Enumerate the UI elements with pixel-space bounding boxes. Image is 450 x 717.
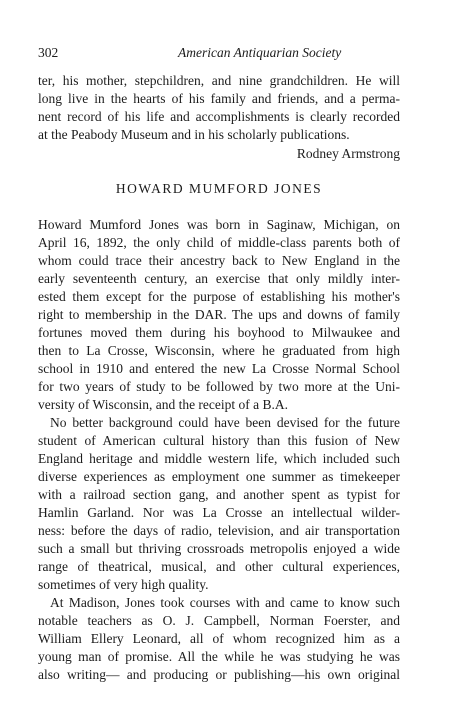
text-line: ness: before the days of radio, television, and air transportation bbox=[38, 523, 400, 538]
text-line: school in 1910 and entered the new La Crosse Normal School bbox=[38, 361, 400, 376]
text-line: young man of promise. All the while he was studying he was bbox=[38, 649, 400, 664]
text-line: early seventeenth century, an exercise that only mildly inter- bbox=[38, 271, 400, 286]
text-line: April 16, 1892, the only child of middle-class parents both of bbox=[38, 235, 400, 250]
text-line: England heritage and middle western life, which included such bbox=[38, 451, 400, 466]
text-line: versity of Wisconsin, and the receipt of a B.A. bbox=[38, 397, 289, 412]
text-line: also writing— and producing or publishing—his own original bbox=[38, 667, 400, 682]
text-line: for two years of study to be followed by two more at the Uni- bbox=[38, 379, 400, 394]
text-line: ter, his mother, stepchildren, and nine grandchildren. He will bbox=[38, 73, 400, 88]
text-line: nent record of his life and accomplishments is clearly recorded bbox=[38, 109, 400, 124]
text-line: No better background could have been devised for the future bbox=[50, 415, 400, 430]
text-line: diverse experiences as employment one summer as timekeeper bbox=[38, 469, 400, 484]
text-line: long live in the hearts of his family and friends, and a perma- bbox=[38, 91, 400, 106]
text-line: with a railroad section gang, and another spent as typist for bbox=[38, 487, 400, 502]
text-line: Howard Mumford Jones was born in Saginaw, Michigan, on bbox=[38, 217, 400, 232]
text-line: such a small but thriving crossroads metropolis enjoyed a wide bbox=[38, 541, 400, 556]
memorial-heading: HOWARD MUMFORD JONES bbox=[115, 181, 323, 196]
text-line: Hamlin Garland. Nor was La Crosse an intellectual wilder- bbox=[38, 505, 400, 520]
text-line: William Ellery Leonard, all of whom recognized him as a bbox=[38, 631, 400, 646]
text-line: whom could trace their ancestry back to New England in the bbox=[38, 253, 400, 268]
text-line: right to membership in the DAR. The ups and downs of family bbox=[38, 307, 400, 322]
text-line: student of American cultural history than this fusion of New bbox=[38, 433, 400, 448]
text-line: sometimes of very high quality. bbox=[38, 577, 209, 592]
journal-title: American Antiquarian Society bbox=[178, 45, 342, 60]
text-line: At Madison, Jones took courses with and came to know such bbox=[50, 595, 400, 610]
text-line: notable teachers as O. J. Campbell, Norman Foerster, and bbox=[38, 613, 400, 628]
text-line: fortunes moved them during his boyhood to Milwaukee and bbox=[38, 325, 400, 340]
author-signature: Rodney Armstrong bbox=[296, 146, 400, 161]
text-line: then to La Crosse, Wisconsin, where he graduated from high bbox=[38, 343, 400, 358]
running-head bbox=[38, 44, 400, 62]
text-line: ested them except for the purpose of establishing his mother's bbox=[38, 289, 400, 304]
page-number: 302 bbox=[38, 45, 59, 60]
text-line: at the Peabody Museum and in his scholarly publications. bbox=[38, 127, 350, 142]
text-line: range of theatrical, musical, and other cultural experiences, bbox=[38, 559, 400, 574]
